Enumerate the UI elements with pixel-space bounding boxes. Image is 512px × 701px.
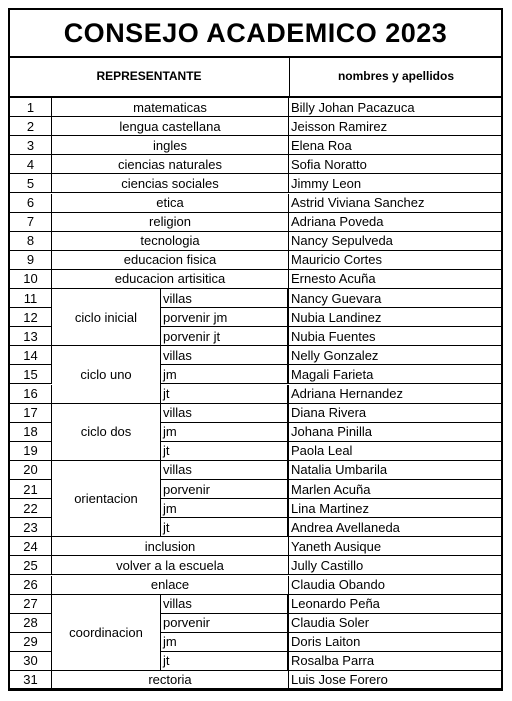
header-row (10, 56, 501, 98)
name-cell: Marlen Acuña (288, 480, 501, 499)
row-number: 19 (10, 442, 52, 461)
row-number: 23 (10, 518, 52, 537)
row-number: 16 (10, 385, 52, 404)
name-cell: Nubia Landinez (288, 308, 501, 327)
name-cell: Doris Laiton (288, 633, 501, 652)
group-label: coordinacion (52, 595, 161, 671)
representante-cell: educacion fisica (52, 251, 288, 270)
representante-cell: lengua castellana (52, 117, 288, 136)
spreadsheet-table (8, 8, 503, 691)
name-cell: Claudia Obando (288, 576, 501, 595)
row-number: 15 (10, 365, 52, 384)
row-number: 3 (10, 136, 52, 155)
row-number: 26 (10, 576, 52, 595)
row-number: 24 (10, 537, 52, 556)
row-number: 1 (10, 98, 52, 117)
name-cell: Nelly Gonzalez (288, 346, 501, 365)
row-number: 11 (10, 289, 52, 308)
name-cell: Andrea Avellaneda (288, 518, 501, 537)
subgroup-cell: villas (161, 404, 288, 423)
row-number: 7 (10, 213, 52, 232)
row-number: 6 (10, 194, 52, 213)
row-number: 31 (10, 671, 52, 690)
subgroup-cell: jt (161, 385, 288, 404)
group-label: orientacion (52, 461, 161, 537)
representante-cell: ciencias naturales (52, 155, 288, 174)
subgroup-cell: villas (161, 289, 288, 308)
name-cell: Magali Farieta (288, 365, 501, 384)
name-cell: Sofia Noratto (288, 155, 501, 174)
name-cell: Paola Leal (288, 442, 501, 461)
subgroup-cell: jm (161, 365, 288, 384)
row-number: 27 (10, 595, 52, 614)
subgroup-cell: jm (161, 633, 288, 652)
row-number: 17 (10, 404, 52, 423)
name-cell: Claudia Soler (288, 614, 501, 633)
row-number: 12 (10, 308, 52, 327)
name-cell: Billy Johan Pacazuca (288, 98, 501, 117)
name-cell: Nancy Guevara (288, 289, 501, 308)
row-number: 5 (10, 174, 52, 193)
row-number: 8 (10, 232, 52, 251)
row-number: 21 (10, 480, 52, 499)
row-number: 29 (10, 633, 52, 652)
row-number: 30 (10, 652, 52, 671)
row-number: 25 (10, 556, 52, 575)
name-cell: Elena Roa (288, 136, 501, 155)
name-cell: Astrid Viviana Sanchez (288, 194, 501, 213)
title-row (10, 10, 501, 58)
name-cell: Leonardo Peña (288, 595, 501, 614)
representante-cell: inclusion (52, 537, 288, 556)
name-cell: Luis Jose Forero (288, 671, 501, 690)
row-number: 28 (10, 614, 52, 633)
subgroup-cell: jt (161, 442, 288, 461)
subgroup-cell: porvenir jt (161, 327, 288, 346)
name-cell: Lina Martinez (288, 499, 501, 518)
name-cell: Diana Rivera (288, 404, 501, 423)
representante-cell: religion (52, 213, 288, 232)
name-cell: Yaneth Ausique (288, 537, 501, 556)
representante-cell: ciencias sociales (52, 174, 288, 193)
row-number: 18 (10, 423, 52, 442)
row-number: 10 (10, 270, 52, 289)
name-cell: Nancy Sepulveda (288, 232, 501, 251)
row-number: 4 (10, 155, 52, 174)
row-number: 14 (10, 346, 52, 365)
subgroup-cell: villas (161, 595, 288, 614)
name-cell: Adriana Hernandez (288, 385, 501, 404)
subgroup-cell: jt (161, 652, 288, 671)
representante-cell: etica (52, 194, 288, 213)
subgroup-cell: jt (161, 518, 288, 537)
table-title: CONSEJO ACADEMICO 2023 (63, 17, 448, 48)
subgroup-cell: jm (161, 423, 288, 442)
name-cell: Jimmy Leon (288, 174, 501, 193)
subgroup-cell: porvenir jm (161, 308, 288, 327)
representante-cell: ingles (52, 136, 288, 155)
representante-cell: tecnologia (52, 232, 288, 251)
header-representante: REPRESENTANTE (96, 69, 202, 83)
group-label: ciclo inicial (52, 289, 161, 346)
name-cell: Jully Castillo (288, 556, 501, 575)
representante-cell: matematicas (52, 98, 288, 117)
row-number: 9 (10, 251, 52, 270)
subgroup-cell: villas (161, 461, 288, 480)
subgroup-cell: porvenir (161, 614, 288, 633)
row-number: 20 (10, 461, 52, 480)
header-nombres: nombres y apellidos (289, 56, 502, 96)
representante-cell: educacion artisitica (52, 270, 288, 289)
subgroup-cell: jm (161, 499, 288, 518)
name-cell: Johana Pinilla (288, 423, 501, 442)
row-number: 22 (10, 499, 52, 518)
group-label: ciclo uno (52, 346, 161, 403)
name-cell: Adriana Poveda (288, 213, 501, 232)
name-cell: Nubia Fuentes (288, 327, 501, 346)
representante-cell: volver a la escuela (52, 556, 288, 575)
name-cell: Ernesto Acuña (288, 270, 501, 289)
name-cell: Rosalba Parra (288, 652, 501, 671)
row-number: 13 (10, 327, 52, 346)
subgroup-cell: porvenir (161, 480, 288, 499)
name-cell: Mauricio Cortes (288, 251, 501, 270)
representante-cell: enlace (52, 576, 288, 595)
name-cell: Jeisson Ramirez (288, 117, 501, 136)
group-label: ciclo dos (52, 404, 161, 461)
name-cell: Natalia Umbarila (288, 461, 501, 480)
representante-cell: rectoria (52, 671, 288, 690)
subgroup-cell: villas (161, 346, 288, 365)
row-number: 2 (10, 117, 52, 136)
